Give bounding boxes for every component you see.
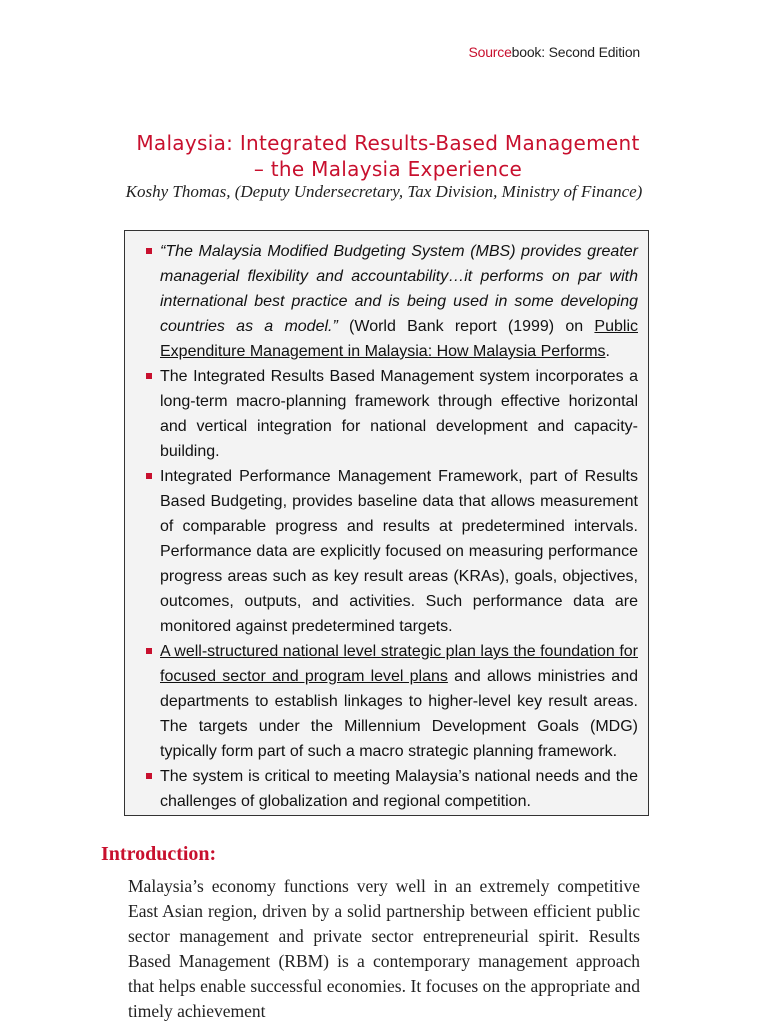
- summary-item-5: [160, 764, 638, 814]
- summary-item-3: [160, 464, 638, 639]
- bullet-square-icon: [146, 648, 152, 654]
- header-rest: book: Second Edition: [511, 44, 640, 60]
- strategic-plan-link[interactable]: A well-structured national level strategic plan lays the foundation for focused sector and program level plans: [160, 643, 638, 685]
- summary-list: [125, 231, 648, 814]
- report-title-link[interactable]: Public Expenditure Management in Malaysia: How Malaysia Performs: [160, 318, 638, 360]
- bullet-square-icon: [146, 473, 152, 479]
- summary-box: [124, 230, 649, 816]
- summary-item-2: [160, 364, 638, 464]
- author-line: Koshy Thomas, (Deputy Undersecretary, Tax Division, Ministry of Finance): [125, 182, 643, 201]
- summary-item-4-text: and allows ministries and departments to establish linkages to higher-level key result areas. The targets under the Millennium Development Goals (MDG) typically form part of such a macro strategic planning framework.: [160, 668, 639, 760]
- bullet-square-icon: [146, 248, 152, 254]
- summary-item-2-text: The Integrated Results Based Management system incorporates a long-term macro-planning framework through effective horizontal and vertical integration for national development and capacity-building.: [160, 368, 638, 460]
- summary-item-1: [160, 239, 638, 364]
- summary-item-3-text: Integrated Performance Management Framework, part of Results Based Budgeting, provides baseline data that allows measurement of comparable progress and results at predetermined intervals. Performance data are explicitly focused on measuring performance progress areas such as key result areas (KRAs), goals, objectives, outcomes, outputs, and activities. Such performance data are monitored against predetermined targets.: [160, 468, 638, 635]
- quote-end: .: [605, 343, 610, 360]
- quote-source: (World Bank report (1999) on: [337, 318, 595, 335]
- title-line-1: Malaysia: Integrated Results-Based Management: [136, 131, 640, 155]
- summary-item-4: [160, 639, 638, 764]
- title-line-2: – the Malaysia Experience: [253, 157, 523, 181]
- document-title: [100, 130, 676, 182]
- bullet-square-icon: [146, 373, 152, 379]
- bullet-square-icon: [146, 773, 152, 779]
- introduction-paragraph: Malaysia’s economy functions very well in an extremely competitive East Asian region, driven by a solid partnership between efficient public sector management and private sector entrepreneurial spirit. Results Based Management (RBM) is a contemporary management approach that helps enable successful economies. It focuses on the appropriate and timely achievement: [128, 876, 640, 1021]
- header-accent: Source: [468, 44, 512, 60]
- mbs-quote: “The Malaysia Modified Budgeting System (MBS) provides greater managerial flexibility and accountability…it performs on par with international best practice and is being used in some developing countries as a model.”: [160, 243, 638, 335]
- summary-item-5-text: The system is critical to meeting Malaysia’s national needs and the challenges of globalization and regional competition.: [160, 768, 638, 810]
- running-header: [469, 44, 641, 60]
- introduction-heading: Introduction:: [101, 843, 217, 865]
